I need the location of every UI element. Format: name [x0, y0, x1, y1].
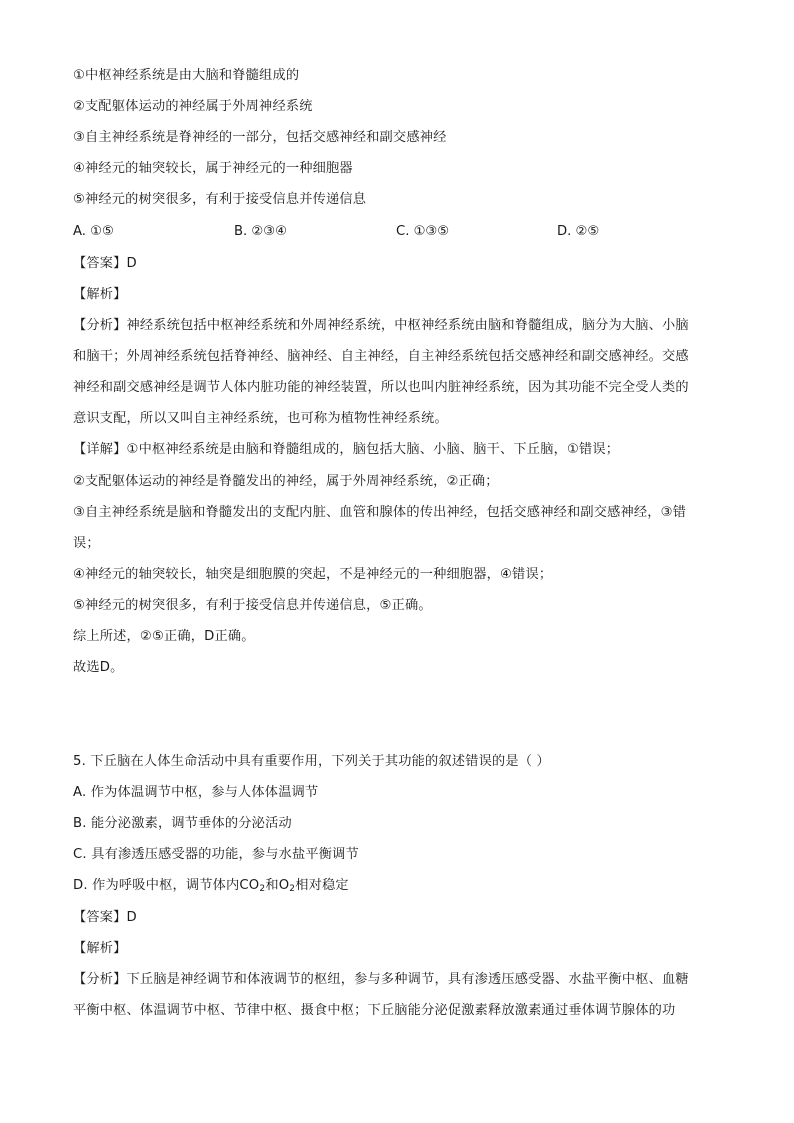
co2-subscript: 2 — [259, 884, 266, 894]
fenxi-line: 【分析】神经系统包括中枢神经系统和外周神经系统，中枢神经系统由脑和脊髓组成，脑分为大脑、小脑 — [73, 318, 689, 333]
statement-3: ③自主神经系统是脊神经的一部分，包括交感神经和副交感神经 — [73, 130, 447, 145]
xiangjie-line: ④神经元的轴突较长，轴突是细胞膜的突起，不是神经元的一种细胞器，④错误； — [73, 567, 553, 582]
q5-option-d — [73, 876, 349, 896]
q5-fenxi-line: 【分析】下丘脑是神经调节和体液调节的枢纽，参与多种调节，具有渗透压感受器、水盐平衡中枢、血糖 — [73, 972, 689, 987]
fenxi-line: 和脑干；外周神经系统包括脊神经、脑神经、自主神经，自主神经系统包括交感神经和副交感神经。交感 — [73, 349, 689, 364]
xiangjie-line: ③自主神经系统是脑和脊髓发出的支配内脏、血管和腺体的传出神经，包括交感神经和副交感神经，③错 — [73, 505, 687, 520]
answer-q5: 【答案】D — [73, 910, 137, 925]
option-d: D. ②⑤ — [557, 224, 600, 239]
q5-option-c: C. 具有渗透压感受器的功能，参与水盐平衡调节 — [73, 847, 359, 862]
question-5-stem: 5. 下丘脑在人体生命活动中具有重要作用，下列关于其功能的叙述错误的是（ ） — [73, 754, 550, 769]
statement-4: ④神经元的轴突较长，属于神经元的一种细胞器 — [73, 161, 353, 176]
xiangjie-line: 误； — [73, 536, 100, 551]
q5-option-d-mid: 和O — [265, 878, 290, 893]
q5-option-d-prefix: D. 作为呼吸中枢，调节体内CO — [73, 878, 260, 893]
answer-q4: 【答案】D — [73, 256, 137, 271]
xiangjie-line: ②支配躯体运动的神经是脊髓发出的神经，属于外周神经系统，②正确； — [73, 474, 499, 489]
o2-subscript: 2 — [289, 884, 296, 894]
q5-option-d-suffix: 相对稳定 — [295, 878, 349, 893]
choice-line: 故选D。 — [73, 660, 124, 675]
q5-fenxi-line: 平衡中枢、体温调节中枢、节律中枢、摄食中枢；下丘脑能分泌促激素释放激素通过垂体调节腺体的功 — [73, 1003, 676, 1018]
statement-5: ⑤神经元的树突很多，有利于接受信息并传递信息 — [73, 192, 367, 207]
option-c: C. ①③⑤ — [396, 224, 450, 239]
fenxi-line: 神经和副交感神经是调节人体内脏功能的神经装置，所以也叫内脏神经系统，因为其功能不完全受人类的 — [73, 380, 689, 395]
analysis-label-q5: 【解析】 — [73, 941, 127, 956]
q5-option-a: A. 作为体温调节中枢，参与人体体温调节 — [73, 785, 319, 800]
option-a: A. ①⑤ — [73, 224, 114, 239]
conclusion-line: 综上所述，②⑤正确，D正确。 — [73, 629, 255, 644]
statement-1: ①中枢神经系统是由大脑和脊髓组成的 — [73, 68, 300, 83]
analysis-label-q4: 【解析】 — [73, 287, 127, 302]
xiangjie-line: ⑤神经元的树突很多，有利于接受信息并传递信息，⑤正确。 — [73, 598, 432, 613]
xiangjie-line: 【详解】①中枢神经系统是由脑和脊髓组成的，脑包括大脑、小脑、脑干、下丘脑，①错误； — [73, 442, 620, 457]
q5-option-b: B. 能分泌激素，调节垂体的分泌活动 — [73, 816, 292, 831]
statement-2: ②支配躯体运动的神经属于外周神经系统 — [73, 99, 313, 114]
option-b: B. ②③④ — [234, 224, 287, 239]
fenxi-line: 意识支配，所以又叫自主神经系统，也可称为植物性神经系统。 — [73, 411, 448, 426]
